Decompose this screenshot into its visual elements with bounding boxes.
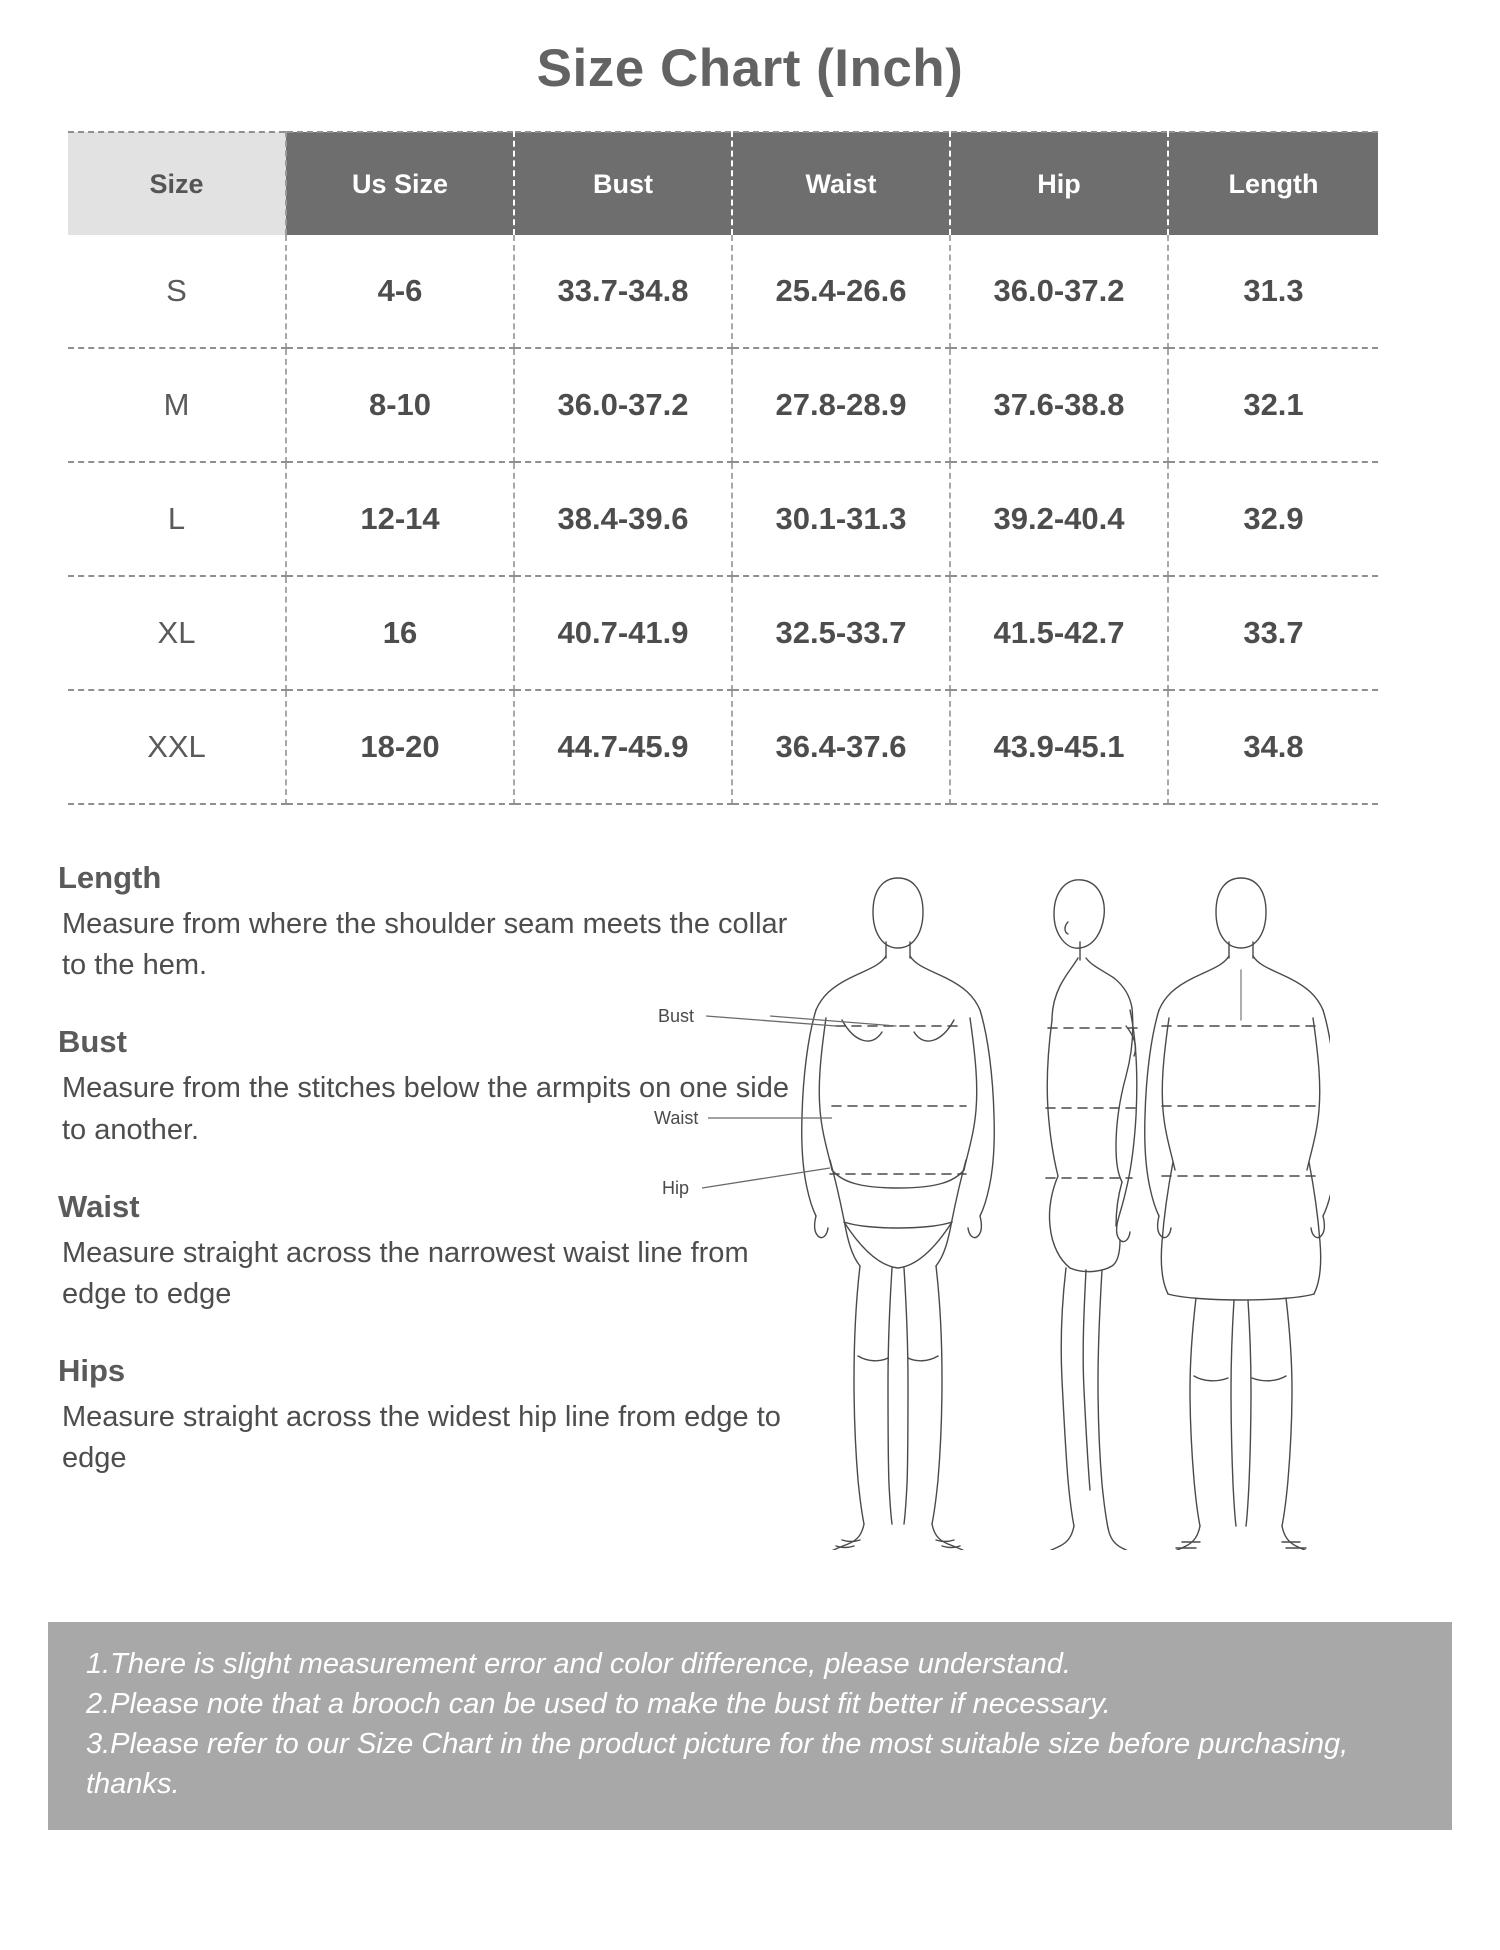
cell-hip: 41.5-42.7 xyxy=(950,576,1168,690)
figure-label-hip: Hip xyxy=(662,1178,690,1198)
measurement-guide xyxy=(0,860,1500,1580)
definition-term-hips: Hips xyxy=(58,1353,126,1389)
definition-desc-hips: Measure straight across the widest hip line from edge to edge xyxy=(62,1401,781,1475)
definition-desc-bust: Measure from the stitches below the armpits on one side to another. xyxy=(62,1072,789,1146)
column-header-us-size: Us Size xyxy=(286,132,514,235)
table-row xyxy=(68,690,1378,804)
column-header-size: Size xyxy=(68,132,286,235)
column-header-bust: Bust xyxy=(514,132,732,235)
definition-term-bust: Bust xyxy=(58,1024,127,1060)
note-line-3: 3.Please refer to our Size Chart in the product picture for the most suitable size before purchasing, thanks. xyxy=(86,1728,1357,1801)
cell-size: S xyxy=(68,235,286,348)
cell-size: XL xyxy=(68,576,286,690)
cell-length: 31.3 xyxy=(1168,235,1378,348)
cell-bust: 44.7-45.9 xyxy=(514,690,732,804)
cell-bust: 40.7-41.9 xyxy=(514,576,732,690)
size-table-container xyxy=(68,131,1432,805)
table-row xyxy=(68,462,1378,576)
figure-label-waist: Waist xyxy=(654,1108,699,1128)
cell-hip: 43.9-45.1 xyxy=(950,690,1168,804)
cell-length: 33.7 xyxy=(1168,576,1378,690)
column-header-hip: Hip xyxy=(950,132,1168,235)
definition-desc-waist: Measure straight across the narrowest waist line from edge to edge xyxy=(62,1236,749,1310)
definition-term-waist: Waist xyxy=(58,1188,140,1224)
cell-bust: 33.7-34.8 xyxy=(514,235,732,348)
cell-length: 34.8 xyxy=(1168,690,1378,804)
cell-hip: 39.2-40.4 xyxy=(950,462,1168,576)
cell-waist: 27.8-28.9 xyxy=(732,348,950,462)
cell-waist: 36.4-37.6 xyxy=(732,690,950,804)
cell-hip: 36.0-37.2 xyxy=(950,235,1168,348)
table-header-row xyxy=(68,132,1378,235)
note-line-1: 1.There is slight measurement error and color difference, please understand. xyxy=(86,1648,1071,1680)
column-header-length: Length xyxy=(1168,132,1378,235)
cell-size: XXL xyxy=(68,690,286,804)
notes-panel xyxy=(48,1622,1452,1830)
cell-waist: 32.5-33.7 xyxy=(732,576,950,690)
definition-term-length: Length xyxy=(58,860,162,895)
cell-length: 32.1 xyxy=(1168,348,1378,462)
figure-label-bust: Bust xyxy=(658,1006,695,1026)
cell-bust: 36.0-37.2 xyxy=(514,348,732,462)
note-line-2: 2.Please note that a brooch can be used to make the bust fit better if necessary. xyxy=(86,1688,1111,1721)
cell-size: L xyxy=(68,462,286,576)
page-title: Size Chart (Inch) xyxy=(536,39,964,98)
cell-us-size: 18-20 xyxy=(286,690,514,804)
definition-desc-length: Measure from where the shoulder seam meets the collar to the hem. xyxy=(62,908,788,982)
cell-bust: 38.4-39.6 xyxy=(514,462,732,576)
table-row xyxy=(68,576,1378,690)
column-header-waist: Waist xyxy=(732,132,950,235)
cell-waist: 25.4-26.6 xyxy=(732,235,950,348)
table-header xyxy=(68,132,1378,235)
cell-hip: 37.6-38.8 xyxy=(950,348,1168,462)
cell-us-size: 16 xyxy=(286,576,514,690)
cell-length: 32.9 xyxy=(1168,462,1378,576)
body-measurement-diagram xyxy=(654,870,1330,1550)
table-row xyxy=(68,348,1378,462)
table-body xyxy=(68,235,1378,804)
cell-size: M xyxy=(68,348,286,462)
table-row xyxy=(68,235,1378,348)
cell-us-size: 4-6 xyxy=(286,235,514,348)
size-table xyxy=(68,131,1378,805)
cell-us-size: 12-14 xyxy=(286,462,514,576)
cell-us-size: 8-10 xyxy=(286,348,514,462)
cell-waist: 30.1-31.3 xyxy=(732,462,950,576)
